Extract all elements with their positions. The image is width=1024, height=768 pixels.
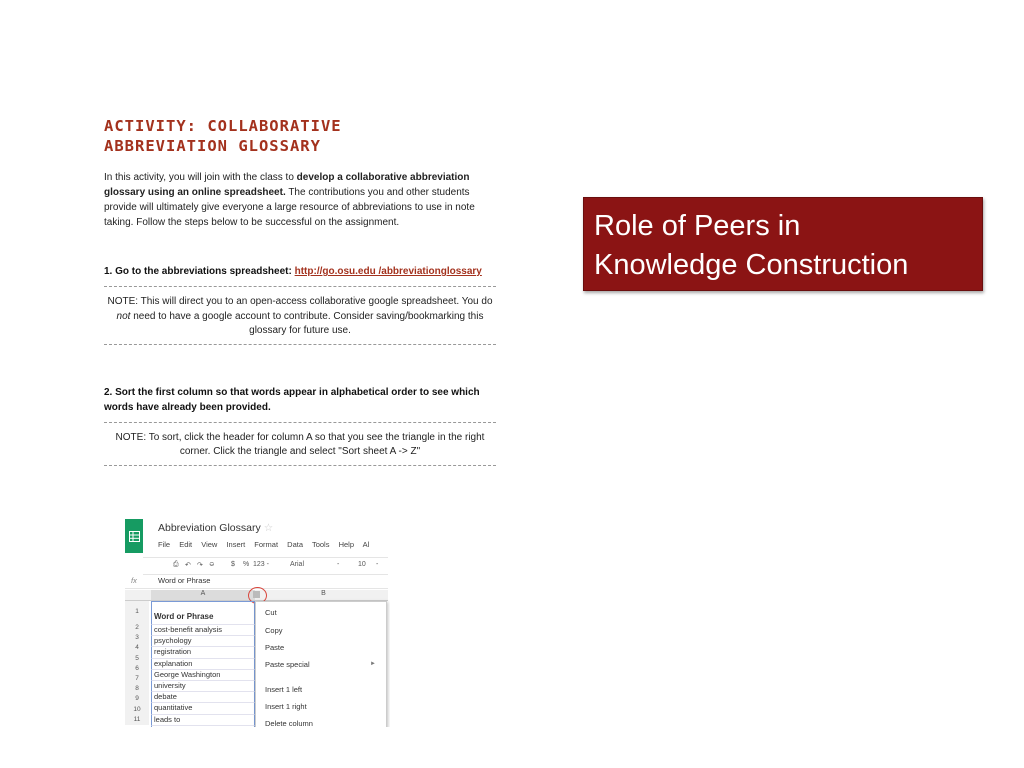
font-size-dropdown[interactable]: - <box>376 561 379 568</box>
intro-bold-text: develop a collaborative abbreviation glossary using an online spreadsheet. <box>104 172 470 198</box>
note-1-text-end: need to have a google account to contribute. Consider saving/bookmarking this glossary for future use. <box>130 310 484 336</box>
row-number[interactable]: 3 <box>135 634 139 642</box>
row-number[interactable]: 6 <box>135 664 139 672</box>
step-2: 2. Sort the first column so that words appear in alphabetical order to see which words have already been provided. <box>104 386 480 413</box>
note-2: NOTE: To sort, click the header for column A so that you see the triangle in the right corner. Click the triangle and select "Sort sheet A -> Z" <box>104 422 496 466</box>
glossary-link[interactable]: http://go.osu.edu /abbreviationglossary <box>294 266 482 277</box>
menu-addons[interactable]: Al <box>362 540 370 549</box>
menu-file[interactable]: File <box>158 540 171 549</box>
slide-title-line-2: Knowledge Construction <box>594 249 909 281</box>
row-number[interactable]: 9 <box>135 695 139 703</box>
font-dropdown[interactable]: - <box>337 561 340 568</box>
menu-item-cut[interactable]: Cut <box>265 608 277 617</box>
menu-edit[interactable]: Edit <box>179 540 193 549</box>
print-icon[interactable]: ⎙ <box>173 561 179 568</box>
intro-paragraph <box>104 170 496 230</box>
column-b-header[interactable]: B <box>321 590 326 597</box>
paint-format-icon[interactable]: ⎉ <box>209 561 215 568</box>
row-number[interactable]: 10 <box>133 705 141 713</box>
menu-tools[interactable]: Tools <box>311 540 330 549</box>
menu-data[interactable]: Data <box>287 540 303 549</box>
table-cell[interactable]: psychology <box>151 636 255 647</box>
activity-title <box>104 116 496 156</box>
submenu-arrow-icon: ► <box>370 661 376 667</box>
table-cell[interactable]: cost-benefit analysis <box>151 625 255 636</box>
intro-text-start: In this activity, you will join with the class to <box>104 172 297 183</box>
row-number[interactable]: 5 <box>135 654 139 662</box>
row-number[interactable]: 8 <box>135 685 139 693</box>
table-cell[interactable]: debate <box>151 692 255 703</box>
table-cell[interactable]: leads to <box>151 715 255 726</box>
column-a-header[interactable]: A <box>151 590 255 600</box>
title-line-1: ACTIVITY: COLLABORATIVE <box>104 117 342 135</box>
row-numbers <box>125 601 149 725</box>
step-1-text: 1. Go to the abbreviations spreadsheet: <box>104 266 295 277</box>
formula-input[interactable]: Word or Phrase <box>158 576 211 585</box>
slide-title-line-1: Role of Peers in <box>594 210 801 242</box>
menu-help[interactable]: Help <box>338 540 354 549</box>
column-menu-triangle-icon[interactable] <box>253 591 260 598</box>
table-cell-header[interactable]: Word or Phrase <box>151 601 255 625</box>
percent-button[interactable]: % <box>243 561 250 568</box>
menu-item-paste[interactable]: Paste <box>265 643 285 652</box>
spreadsheet-title <box>158 522 273 534</box>
column-context-menu <box>255 601 387 727</box>
table-cell[interactable]: registration <box>151 647 255 658</box>
row-number[interactable]: 2 <box>135 624 139 631</box>
undo-icon[interactable]: ↶ <box>185 562 191 569</box>
currency-button[interactable]: $ <box>231 561 235 568</box>
table-cell[interactable]: explanation <box>151 659 255 670</box>
menu-item-copy[interactable]: Copy <box>265 626 283 635</box>
column-a-cells <box>151 601 255 727</box>
menu-item-insert-left[interactable]: Insert 1 left <box>265 685 303 694</box>
table-cell[interactable]: quantitative <box>151 703 255 714</box>
note-1-text-start: NOTE: This will direct you to an open-access collaborative google spreadsheet. You do <box>107 296 493 307</box>
note-1 <box>104 286 496 345</box>
row-number[interactable]: 1 <box>135 608 139 615</box>
number-format-button[interactable]: 123 - <box>253 561 269 568</box>
slide-title-box <box>583 197 983 291</box>
table-cell[interactable] <box>151 726 255 727</box>
table-cell[interactable]: university <box>151 681 255 692</box>
fx-icon: fx <box>131 576 137 585</box>
step-1 <box>104 264 496 279</box>
spreadsheet-title-text[interactable]: Abbreviation Glossary <box>158 522 261 534</box>
menu-format[interactable]: Format <box>254 540 279 549</box>
menu-item-delete-column[interactable]: Delete column <box>265 719 313 727</box>
sheets-logo-icon <box>125 519 143 553</box>
menu-item-paste-special[interactable]: Paste special <box>265 660 310 669</box>
table-cell[interactable]: George Washington <box>151 670 255 681</box>
spreadsheet-screenshot <box>125 519 390 727</box>
font-size-select[interactable]: 10 <box>358 561 366 568</box>
star-icon[interactable]: ☆ <box>263 522 274 534</box>
activity-document <box>104 116 496 466</box>
toolbar <box>143 557 388 575</box>
row-number[interactable]: 4 <box>135 644 139 652</box>
row-number[interactable]: 7 <box>135 674 139 682</box>
font-select[interactable]: Arial <box>290 561 305 568</box>
note-1-emphasis: not <box>116 310 131 322</box>
menu-item-insert-right[interactable]: Insert 1 right <box>265 702 307 711</box>
redo-icon[interactable]: ↷ <box>197 562 203 569</box>
grid-icon <box>129 531 140 542</box>
menu-bar <box>158 540 376 549</box>
menu-view[interactable]: View <box>201 540 218 549</box>
menu-insert[interactable]: Insert <box>226 540 246 549</box>
title-line-2: ABBREVIATION GLOSSARY <box>104 137 321 155</box>
intro-text-end: The contributions you and other students provide will ultimately give everyone a large resource of abbreviations to use in note taking. Follow the steps below to be successful on the assignment. <box>104 187 475 228</box>
row-number[interactable]: 11 <box>133 715 141 723</box>
